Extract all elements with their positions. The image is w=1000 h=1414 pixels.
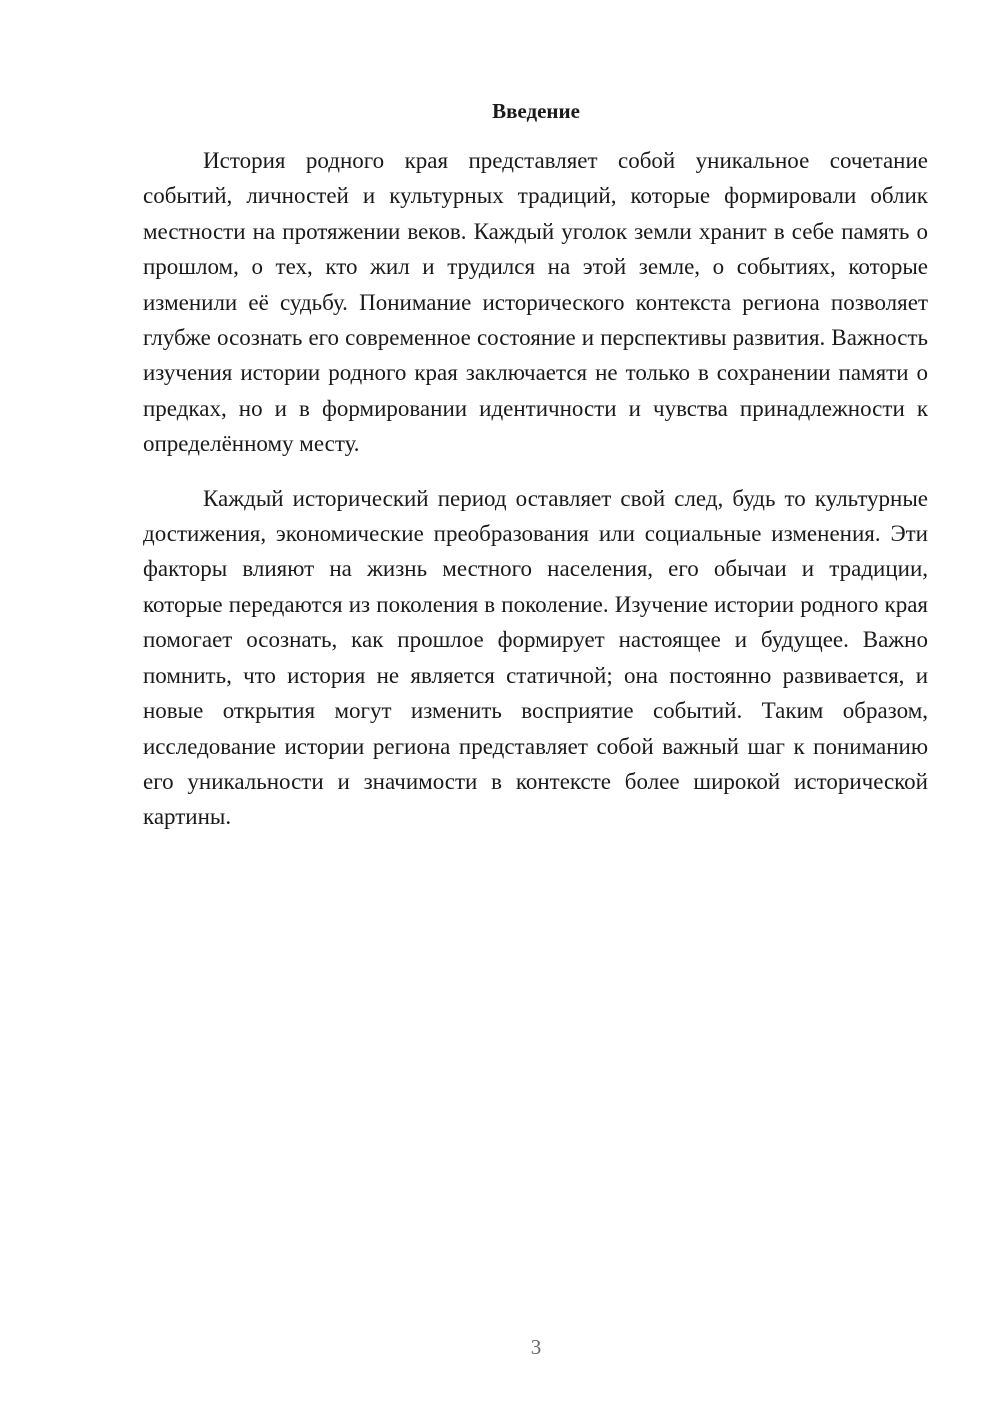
paragraph-1: История родного края представляет собой уникальное сочетание событий, личностей и культурных традиций, которые формировали облик местности на протяжении веков. Каждый уголок земли хранит в себе память о прошлом, о тех, кто жил и трудился на этой земле, о событиях, которые изменили её судьбу. Понимание исторического контекста региона позволяет глубже осознать его современное состояние и перспективы развития. Важность изучения истории родного края заключается не только в сохранении памяти о предках, но и в формировании идентичности и чувства принадлежности к определённому месту. [143, 148, 928, 457]
page-number: 3 [530, 1335, 542, 1359]
paragraph-2: Каждый исторический период оставляет свой след, будь то культурные достижения, экономические преобразования или социальные изменения. Эти факторы влияют на жизнь местного населения, его обычаи и традиции, которые передаются из поколения в поколение. Изучение истории родного края помогает осознать, как прошлое формирует настоящее и будущее. Важно помнить, что история не является статичной; она постоянно развивается, и новые открытия могут изменить восприятие событий. Таким образом, исследование истории региона представляет собой важный шаг к пониманию его уникальности и значимости в контексте более широкой исторической картины. [143, 485, 928, 830]
section-heading: Введение [492, 99, 580, 123]
body-text [143, 143, 928, 835]
